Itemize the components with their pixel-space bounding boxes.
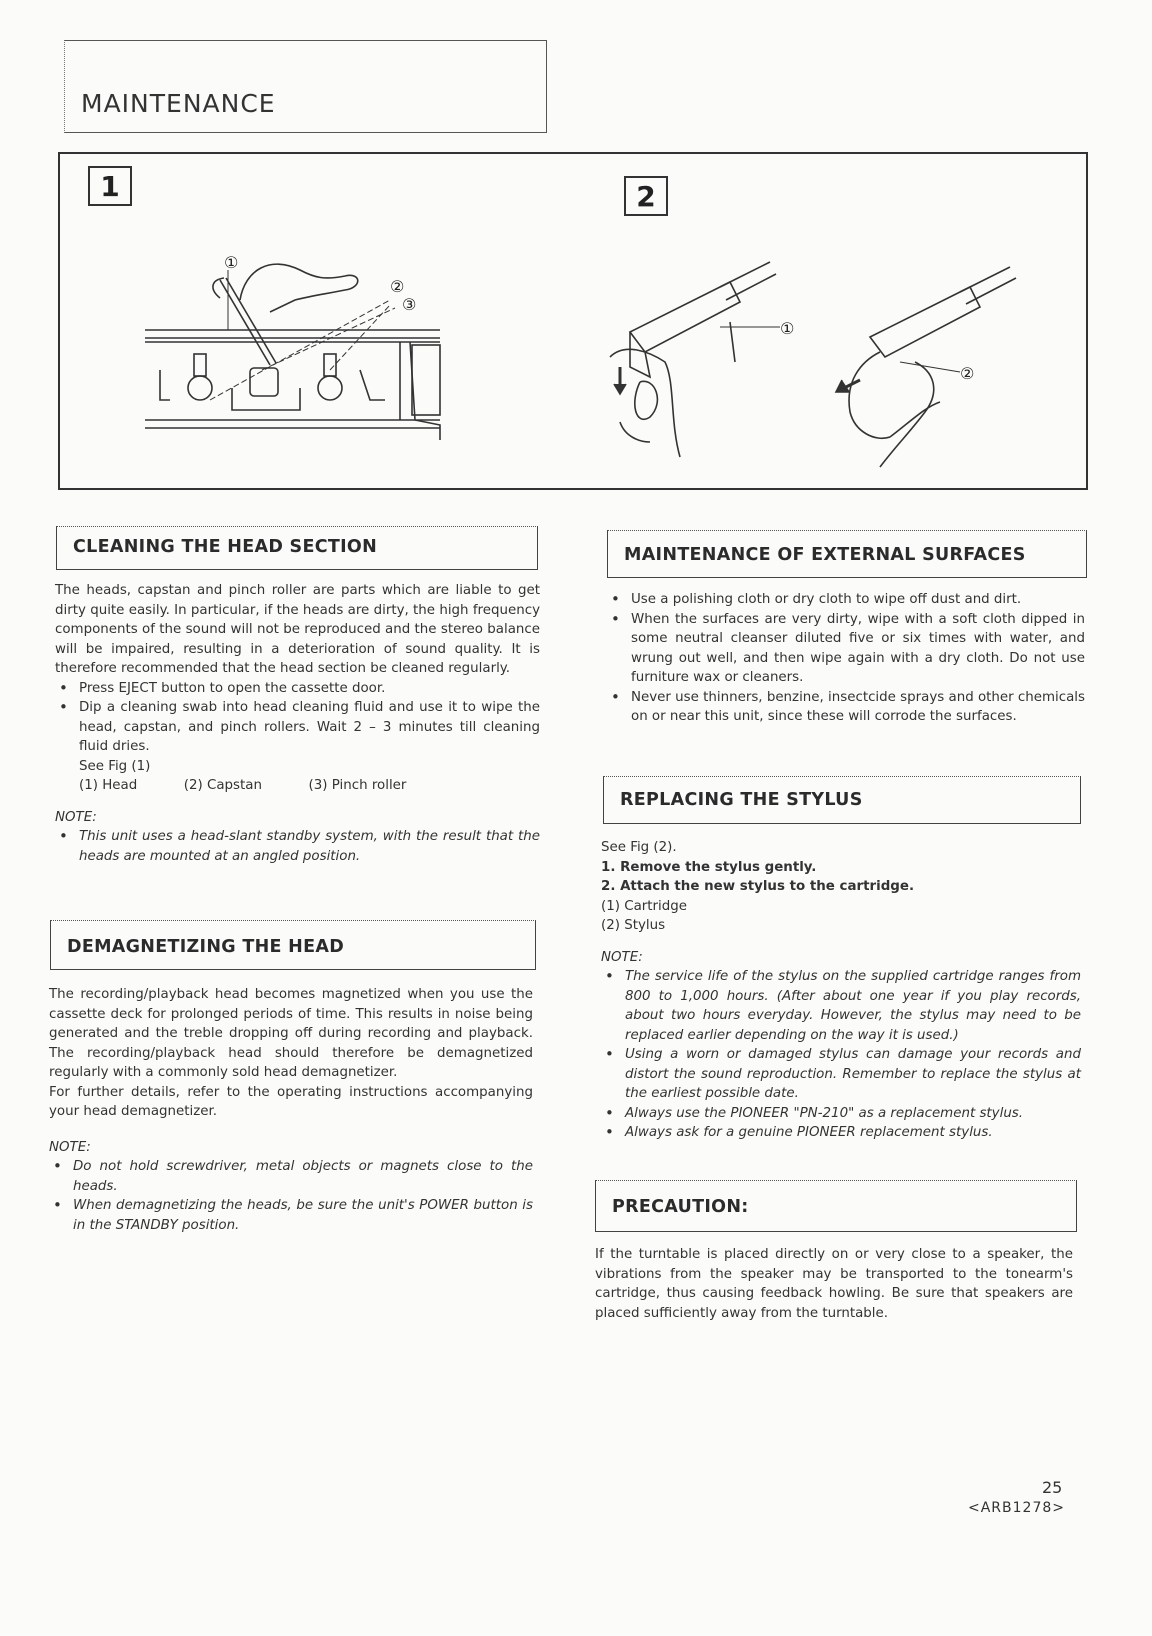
external-heading: MAINTENANCE OF EXTERNAL SURFACES — [624, 545, 1026, 565]
figure-2-number: 2 — [624, 176, 668, 216]
fig2-callout-2: ② — [960, 364, 975, 383]
stylus-step: 2. Attach the new stylus to the cartridge. — [601, 879, 915, 894]
external-section — [607, 590, 1085, 727]
part-head: (1) Head — [79, 778, 138, 793]
stylus-part: (2) Stylus — [601, 918, 666, 933]
fig1-callout-1: ① — [224, 253, 239, 272]
precaution-text: If the turntable is placed directly on or very close to a speaker, the vibrations from the speaker may be transported to the tonearm's cartridge, thus causing feedback howling. Be sure that speakers are placed sufficiently away from the turntable. — [595, 1247, 1073, 1321]
fig1-callout-3: ③ — [402, 295, 417, 314]
cleaning-heading: CLEANING THE HEAD SECTION — [73, 537, 378, 557]
cleaning-bullet: • Dip a cleaning swab into head cleaning fluid and use it to wipe the head, capstan, and pinch rollers. Wait 2 – 3 minutes till cleaning fluid dries. — [55, 698, 540, 757]
figure-panel — [58, 152, 1088, 490]
stylus-section — [601, 838, 1081, 1143]
cleaning-heading-box — [56, 526, 538, 570]
part-pinch-roller: (3) Pinch roller — [308, 778, 407, 793]
stylus-note: • Using a worn or damaged stylus can damage your records and distort the sound reproduction. Remember to replace the stylus at the earliest possible date. — [601, 1045, 1081, 1104]
external-bullet: • Use a polishing cloth or dry cloth to wipe off dust and dirt. — [607, 590, 1085, 610]
precaution-heading: PRECAUTION: — [612, 1197, 749, 1217]
fig1-callout-2: ② — [390, 277, 405, 296]
fig2-callout-1: ① — [780, 319, 795, 338]
demag-note: • Do not hold screwdriver, metal objects or magnets close to the heads. — [49, 1157, 533, 1196]
precaution-section — [595, 1245, 1073, 1323]
part-capstan: (2) Capstan — [183, 778, 262, 793]
demag-note: • When demagnetizing the heads, be sure the unit's POWER button is in the STANDBY position. — [49, 1196, 533, 1235]
stylus-note: • Always use the PIONEER "PN-210" as a replacement stylus. — [601, 1104, 1081, 1124]
external-heading-box — [607, 530, 1087, 578]
demag-note-label: NOTE: — [49, 1139, 91, 1155]
demag-heading: DEMAGNETIZING THE HEAD — [67, 937, 345, 957]
cleaning-note-label: NOTE: — [55, 809, 97, 825]
cleaning-intro: The heads, capstan and pinch roller are parts which are liable to get dirty quite easily. In particular, if the heads are dirty, the high frequency components of the sound will not be reproduced and the stereo balance will be impaired, resulting in a deterioration of sound quality. It is therefore recommended that the head section be cleaned regularly. — [55, 583, 540, 676]
stylus-note: • The service life of the stylus on the supplied cartridge ranges from 800 to 1,000 hours. (After about one year if you play records, about two hours everyday. However, the stylus may need to be replaced earlier depending on the way it is used.) — [601, 967, 1081, 1045]
cleaning-section — [55, 581, 540, 866]
cleaning-bullet: • Press EJECT button to open the cassette door. — [55, 679, 540, 699]
page-title: MAINTENANCE — [81, 89, 276, 118]
demag-section — [49, 985, 533, 1235]
demag-para-1: The recording/playback head becomes magnetized when you use the cassette deck for prolonged periods of time. This results in noise being generated and the treble dropping off during recording and playback. The recording/playback head should therefore be demagnetized regularly with a commonly sold head demagnetizer. — [49, 987, 533, 1080]
stylus-part: (1) Cartridge — [601, 898, 687, 914]
cleaning-parts — [55, 776, 540, 796]
figure-2-illustration — [580, 242, 1060, 472]
document-id: <ARB1278> — [968, 1500, 1065, 1516]
stylus-heading-box — [603, 776, 1081, 824]
demag-para-2: For further details, refer to the operating instructions accompanying your head demagnetizer. — [49, 1084, 533, 1119]
figure-1-number: 1 — [88, 166, 132, 206]
external-bullet: • When the surfaces are very dirty, wipe with a soft cloth dipped in some neutral cleanser diluted five or six times with water, and wrung out well, and then wipe again with a dry cloth. Do not use furniture wax or cleaners. — [607, 610, 1085, 688]
stylus-note-label: NOTE: — [601, 949, 643, 965]
precaution-heading-box — [595, 1180, 1077, 1232]
stylus-heading: REPLACING THE STYLUS — [620, 790, 863, 810]
stylus-note: • Always ask for a genuine PIONEER replacement stylus. — [601, 1123, 1081, 1143]
stylus-step: 1. Remove the stylus gently. — [601, 859, 817, 875]
external-bullet: • Never use thinners, benzine, insectcide sprays and other chemicals on or near this unit, since these will corrode the surfaces. — [607, 688, 1085, 727]
cleaning-note: • This unit uses a head-slant standby system, with the result that the heads are mounted at an angled position. — [55, 827, 540, 866]
page-number: 25 — [1042, 1478, 1063, 1497]
demag-heading-box — [50, 920, 536, 970]
stylus-see-fig: See Fig (2). — [601, 840, 677, 855]
figure-1-illustration — [140, 250, 560, 470]
title-box — [64, 40, 547, 133]
cleaning-see-fig: See Fig (1) — [79, 758, 151, 774]
